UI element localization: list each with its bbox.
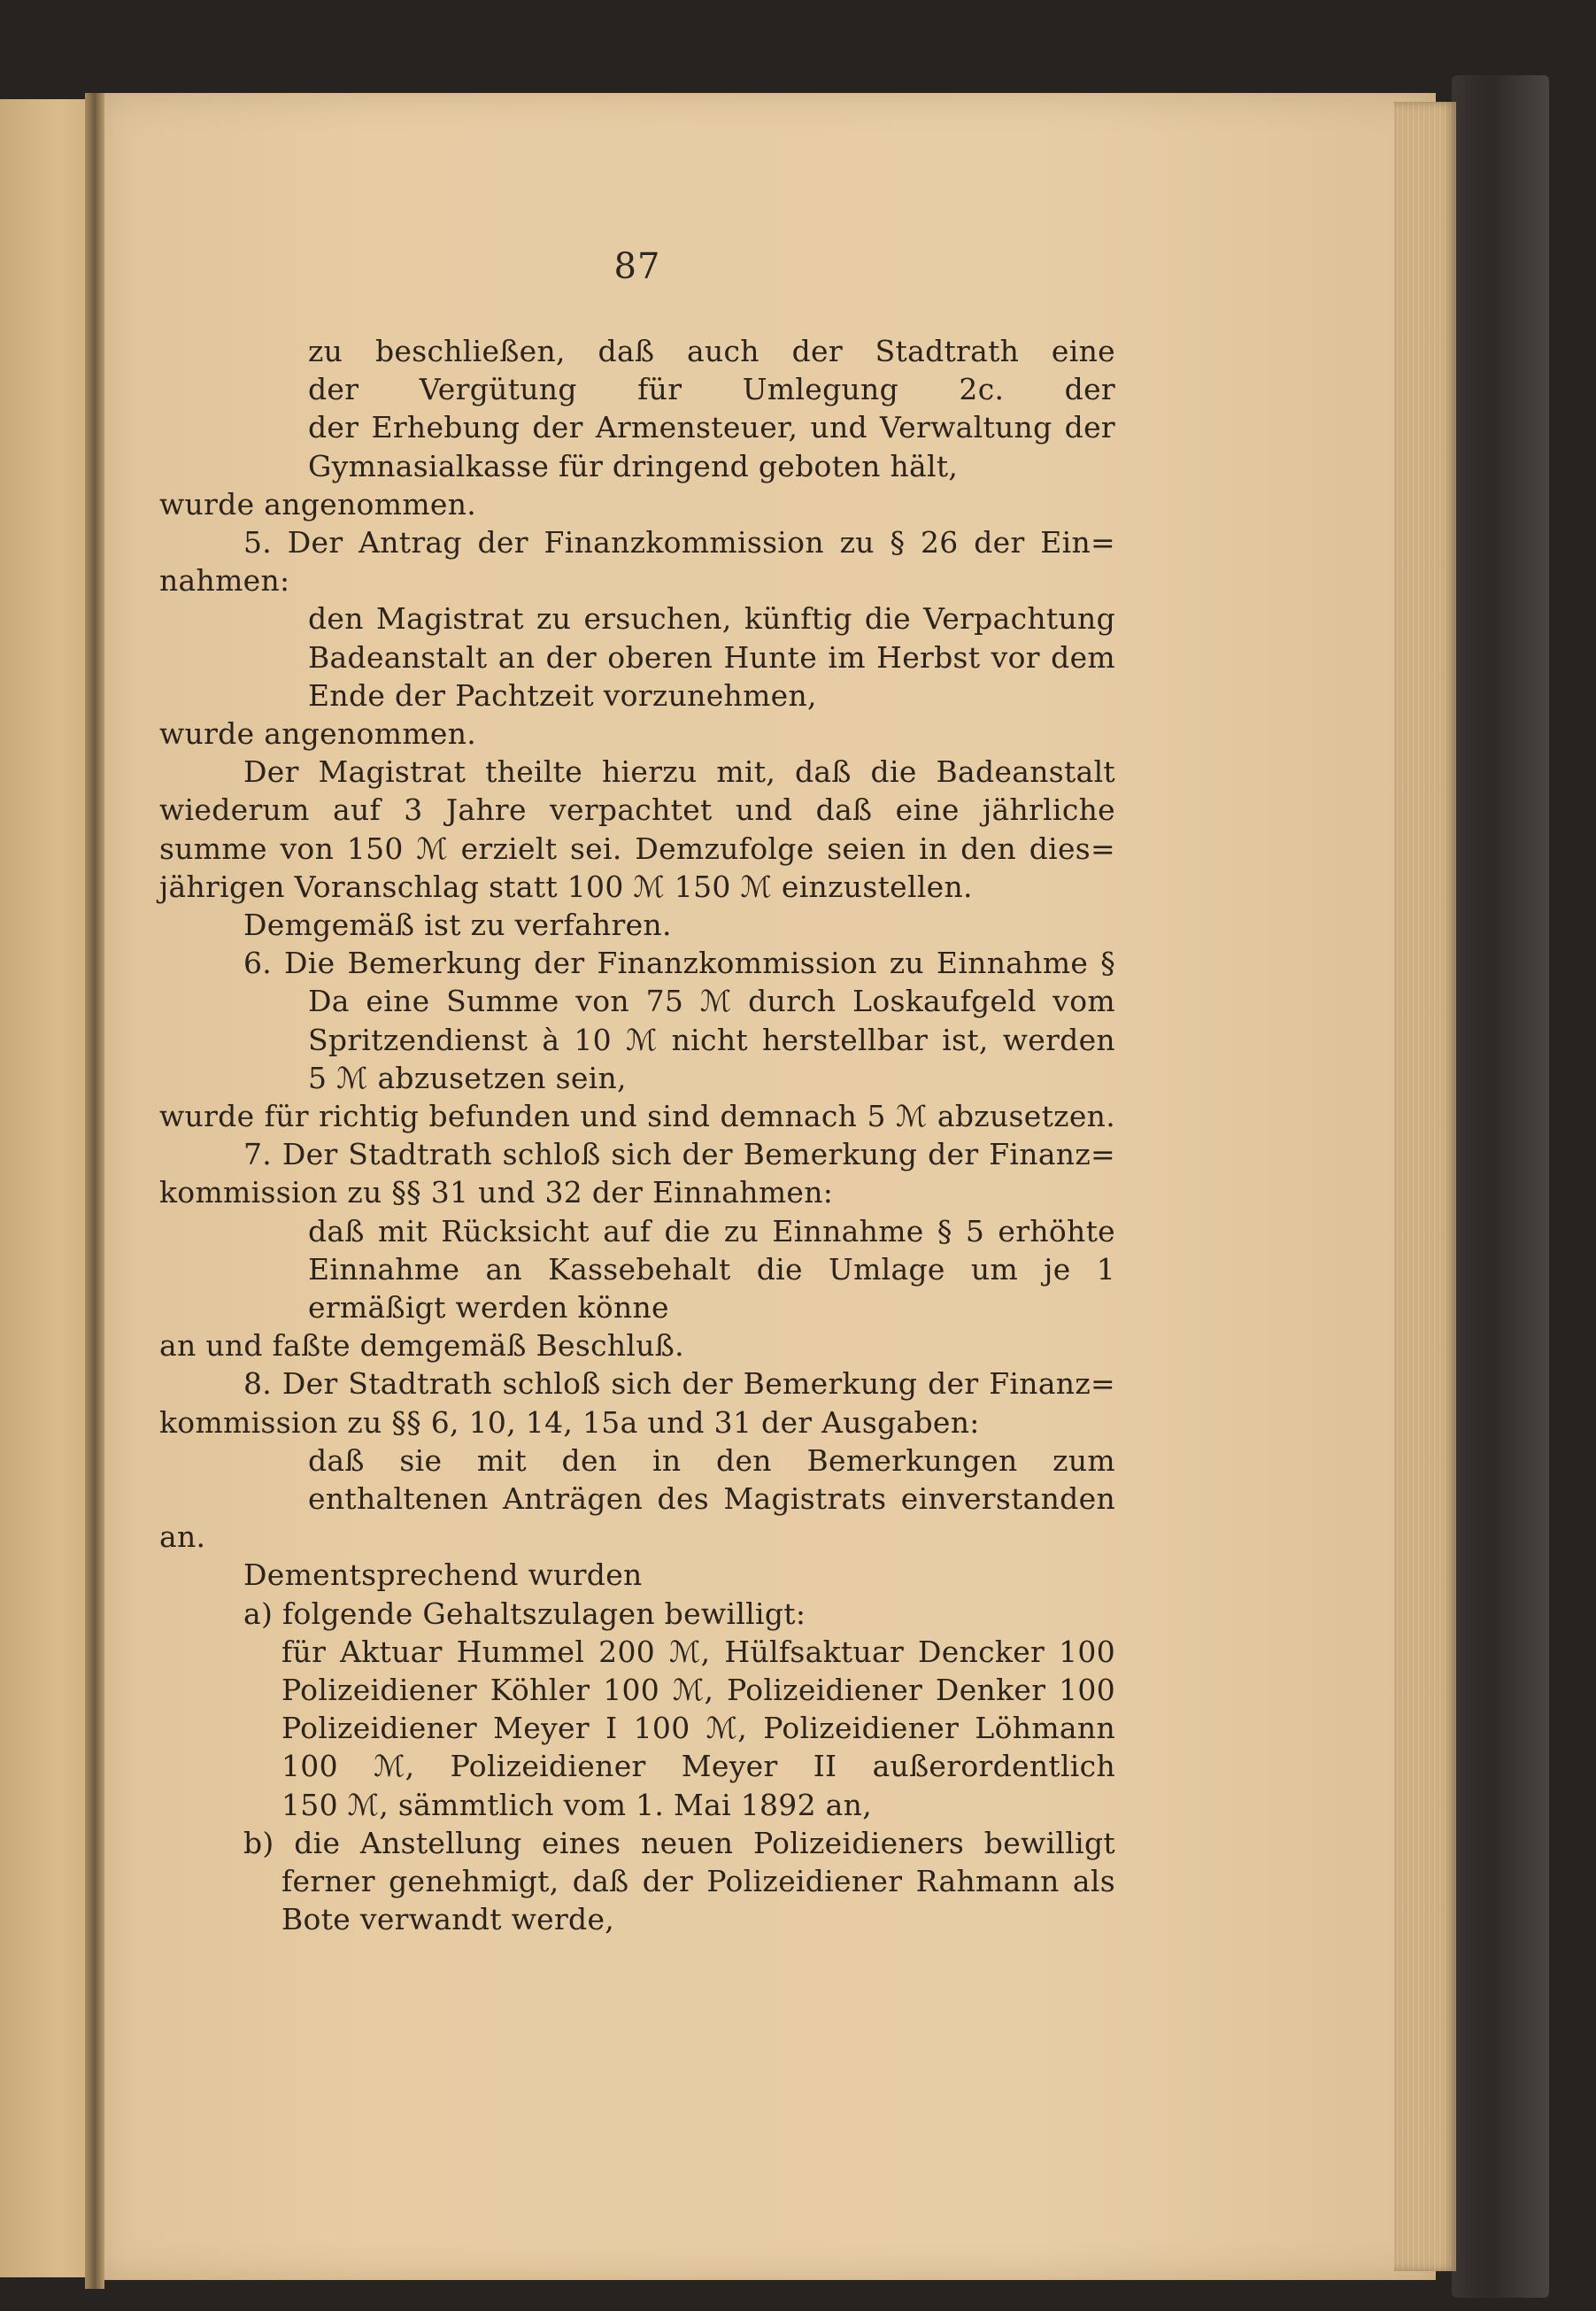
text-line: summe von 150 ℳ erzielt sei. Demzufolge seien in den dies=: [159, 831, 1115, 866]
text-line: 6. Die Bemerkung der Finanzkommission zu Einnahme §: [243, 946, 1115, 981]
text-line: zu beschließen, daß auch der Stadtrath eine: [308, 334, 1115, 368]
text-line: wiederum auf 3 Jahre verpachtet und daß eine jährliche: [159, 792, 1115, 828]
text-line: enthaltenen Anträgen des Magistrats einverstanden: [308, 1481, 1115, 1516]
text-line: 5. Der Antrag der Finanzkommission zu § 26 der Ein=: [243, 525, 1115, 560]
text-line: an und faßte demgemäß Beschluß.: [159, 1328, 684, 1364]
text-line: für Aktuar Hummel 200 ℳ, Hülfsaktuar Dencker 100: [281, 1634, 1115, 1669]
page-number: 87: [613, 246, 661, 287]
text-line: daß mit Rücksicht auf die zu Einnahme § 5 erhöhte: [308, 1213, 1115, 1248]
text-line: kommission zu §§ 31 und 32 der Einnahmen:: [159, 1175, 834, 1210]
text-line: an.: [159, 1519, 206, 1555]
text-line: Dementsprechend wurden: [243, 1557, 643, 1593]
text-line: wurde angenommen.: [159, 486, 477, 522]
text-line: 8. Der Stadtrath schloß sich der Bemerkung der Finanz=: [243, 1366, 1115, 1402]
text-line: 150 ℳ, sämmtlich vom 1. Mai 1892 an,: [281, 1787, 872, 1822]
text-line: ermäßigt werden könne: [308, 1290, 669, 1325]
text-line: Demgemäß ist zu verfahren.: [243, 908, 672, 942]
text-line: Badeanstalt an der oberen Hunte im Herbst vor dem: [308, 639, 1115, 675]
text-line: der Vergütung für Umlegung 2c. der: [308, 372, 1115, 407]
text-line: daß sie mit den in den Bemerkungen zum: [308, 1442, 1115, 1478]
text-line: b) die Anstellung eines neuen Polizeidieners bewilligt: [243, 1825, 1115, 1860]
text-line: wurde angenommen.: [159, 716, 477, 751]
text-line: Da eine Summe von 75 ℳ durch Loskaufgeld vom: [308, 984, 1115, 1019]
text-line: Spritzendienst à 10 ℳ nicht herstellbar ist, werden: [308, 1022, 1115, 1057]
text-line: 100 ℳ, Polizeidiener Meyer II außerordentlich: [281, 1749, 1115, 1784]
text-line: der Erhebung der Armensteuer, und Verwaltung der: [308, 410, 1115, 445]
text-line: 5 ℳ abzusetzen sein,: [308, 1060, 627, 1095]
page-stack-edges: [1394, 102, 1456, 2271]
text-line: Polizeidiener Köhler 100 ℳ, Polizeidiener Denker 100: [281, 1673, 1115, 1707]
book-gutter: [85, 93, 104, 2289]
text-line: Polizeidiener Meyer I 100 ℳ, Polizeidiener Löhmann: [281, 1711, 1115, 1746]
text-line: Der Magistrat theilte hierzu mit, daß die Badeanstalt: [243, 754, 1115, 790]
text-line: a) folgende Gehaltszulagen bewilligt:: [243, 1596, 806, 1631]
text-line: Bote verwandt werde,: [281, 1902, 615, 1937]
text-line: Einnahme an Kassebehalt die Umlage um je 1: [308, 1251, 1115, 1287]
text-line: wurde für richtig befunden und sind demnach 5 ℳ abzusetzen.: [159, 1099, 1115, 1133]
text-line: nahmen:: [159, 563, 290, 599]
text-line: ferner genehmigt, daß der Polizeidiener Rahmann als: [281, 1864, 1115, 1898]
book-cover-edge: [1452, 75, 1549, 2298]
text-line: den Magistrat zu ersuchen, künftig die Verpachtung: [308, 601, 1115, 637]
text-line: Gymnasialkasse für dringend geboten hält,: [308, 448, 959, 483]
text-line: jährigen Voranschlag statt 100 ℳ 150 ℳ einzustellen.: [159, 869, 973, 904]
text-line: kommission zu §§ 6, 10, 14, 15a und 31 der Ausgaben:: [159, 1404, 980, 1440]
text-line: Ende der Pachtzeit vorzunehmen,: [308, 677, 817, 713]
text-line: 7. Der Stadtrath schloß sich der Bemerkung der Finanz=: [243, 1137, 1115, 1172]
